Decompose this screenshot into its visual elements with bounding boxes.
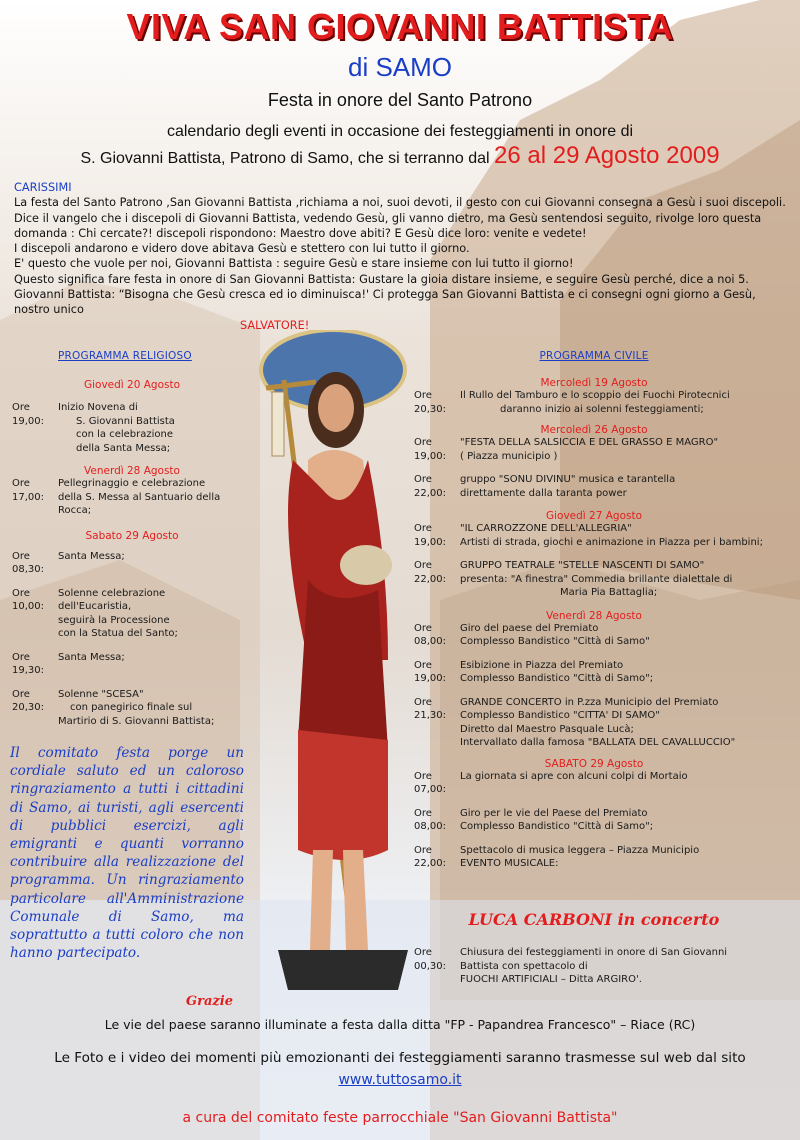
desc-line: Solenne celebrazione: [58, 587, 166, 599]
calendar-dates: 26 al 29 Agosto 2009: [494, 142, 720, 169]
desc-line: direttamente dalla taranta power: [460, 487, 627, 499]
page-subtitle: di SAMO: [347, 52, 453, 82]
entry-desc: [58, 550, 252, 577]
civile-day: Venerdì 28 Agosto: [546, 609, 642, 622]
entry-time: Ore 21,30:: [414, 696, 446, 721]
civile-entry: [414, 844, 774, 871]
desc-line: Giro per le vie del Paese del Premiato: [460, 807, 648, 819]
lights-credit: Le vie del paese saranno illuminate a festa dalla ditta "FP - Papandrea Francesco" – Riace (RC): [104, 1017, 696, 1032]
religioso-entry: [12, 401, 252, 455]
desc-line: GRUPPO TEATRALE "STELLE NASCENTI DI SAMO": [460, 560, 705, 571]
entry-time: Ore 10,00:: [12, 587, 44, 612]
desc-line: Maria Pia Battaglia;: [560, 587, 658, 598]
desc-line: Chiusura dei festeggiamenti in onore di San Giovanni: [460, 947, 728, 958]
desc-line: La giornata si apre con alcuni colpi di Mortaio: [460, 770, 688, 782]
desc-line: Rocca;: [58, 505, 92, 516]
entry-desc: [460, 844, 774, 871]
entry-time: Ore 08,30:: [12, 550, 44, 575]
entry-desc: [460, 659, 774, 686]
desc-line: Pellegrinaggio e celebrazione: [58, 478, 206, 489]
civile-day: Mercoledì 19 Agosto: [540, 377, 648, 389]
intro-paragraph: La festa del Santo Patrono ,San Giovanni Battista ,richiama a noi, suoi devoti, il gesto con cui Giovanni consegna a Gesù i suoi discepoli.: [14, 196, 786, 210]
website-link[interactable]: www.tuttosamo.it: [338, 1072, 462, 1088]
desc-line: Esibizione in Piazza del Premiato: [460, 659, 624, 671]
desc-line: Inizio Novena di: [58, 402, 138, 413]
desc-line: Complesso Bandistico "CITTA' DI SAMO": [460, 710, 660, 721]
civile-entry: [414, 696, 774, 750]
desc-line: FUOCHI ARTIFICIALI – Ditta ARGIRO'.: [460, 974, 642, 985]
intro-salvatore-line: [14, 318, 790, 333]
calendar-line-2: [0, 142, 800, 170]
entry-time: Ore 22,00:: [414, 474, 446, 499]
religioso-entry: [12, 477, 252, 518]
entry-time: Ore 19,00:: [12, 402, 44, 427]
religioso-entry: [12, 550, 252, 577]
salvatore-text: SALVATORE!: [240, 318, 310, 332]
entry-time: Ore 08,00:: [414, 622, 446, 647]
desc-line: Solenne "SCESA": [58, 688, 144, 700]
religioso-entry: [12, 587, 252, 641]
entry-desc: [460, 522, 774, 549]
religioso-entry: [12, 688, 252, 729]
entry-time: Ore 00,30:: [414, 947, 446, 972]
programma-religioso: [12, 344, 252, 728]
civile-entry: [414, 770, 774, 797]
desc-line: EVENTO MUSICALE:: [460, 858, 559, 869]
civile-entry: [414, 807, 774, 834]
entry-desc: [460, 696, 774, 750]
religioso-day: Venerdì 28 Agosto: [84, 465, 180, 477]
desc-line: S. Giovanni Battista: [76, 415, 175, 427]
entry-time: Ore 20,30:: [414, 390, 446, 415]
headline-concert: LUCA CARBONI in concerto: [468, 910, 720, 929]
desc-line: GRANDE CONCERTO in P.zza Municipio del Premiato: [460, 696, 719, 708]
festa-heading: Festa in onore del Santo Patrono: [267, 90, 533, 110]
civile-entry: [414, 473, 774, 500]
religioso-title: PROGRAMMA RELIGIOSO: [58, 350, 192, 362]
desc-line: con la Statua del Santo;: [58, 628, 178, 639]
intro-greeting: CARISSIMI: [14, 181, 72, 194]
programma-civile: [414, 344, 774, 871]
entry-time: Ore 19,00:: [414, 659, 446, 684]
desc-line: della S. Messa al Santuario della: [58, 491, 221, 503]
calendar-line-1: calendario degli eventi in occasione dei festeggiamenti in onore di: [166, 123, 634, 140]
civile-entry: [414, 559, 774, 600]
desc-line: Spettacolo di musica leggera – Piazza Municipio: [460, 844, 700, 856]
civile-title: PROGRAMMA CIVILE: [539, 350, 649, 362]
desc-line: daranno inizio ai solenni festeggiamenti;: [500, 403, 704, 415]
entry-time: Ore 22,00:: [414, 844, 446, 869]
intro-paragraph: Questo significa fare festa in onore di San Giovanni Battista: Gustare la gioia distare insieme, e seguire Gesù perché, dice a noi 5. Giovanni Battista: “Bisogna che Gesù cresca ed io diminuisca!' Ci protegga San Giovanni Battista e ci consegni ogni giorno a Gesù, nostro unico: [14, 272, 756, 317]
entry-desc: [460, 770, 774, 797]
desc-line: "IL CARROZZONE DELL'ALLEGRIA": [460, 523, 632, 534]
civile-entry: [414, 622, 774, 649]
page-title: VIVA SAN GIOVANNI BATTISTA: [126, 6, 674, 47]
desc-line: presenta: "A finestra" Commedia brillante dialettale di: [460, 573, 733, 585]
desc-line: Artisti di strada, giochi e animazione in Piazza per i bambini;: [460, 536, 763, 548]
desc-line: Il Rullo del Tamburo e lo scoppio dei Fuochi Pirotecnici: [460, 390, 730, 401]
civile-day: Mercoledì 26 Agosto: [540, 424, 648, 436]
desc-line: ( Piazza municipio ): [460, 450, 558, 462]
entry-desc: [460, 473, 774, 500]
civile-final-entry: [414, 946, 774, 987]
intro-paragraph: I discepoli andarono e videro dove abitava Gesù e stettero con lui tutto il giorno.: [14, 242, 470, 256]
desc-line: Santa Messa;: [58, 550, 125, 562]
entry-time: Ore 08,00:: [414, 807, 446, 832]
entry-desc: [460, 946, 774, 987]
desc-line: dell'Eucaristia,: [58, 601, 132, 612]
desc-line: Battista con spettacolo di: [460, 960, 588, 972]
religioso-day: Giovedì 20 Agosto: [83, 379, 181, 391]
civile-day: SABATO 29 Agosto: [544, 757, 644, 770]
entry-desc: [58, 651, 252, 678]
civile-entry: [414, 522, 774, 549]
entry-time: Ore 07,00:: [414, 770, 446, 795]
statue-san-giovanni-battista: [238, 330, 428, 1010]
entry-time: Ore 22,00:: [414, 560, 446, 585]
organizer-credit: a cura del comitato feste parrocchiale "San Giovanni Battista": [182, 1110, 618, 1126]
desc-line: della Santa Messa;: [76, 442, 171, 454]
entry-desc: [460, 807, 774, 834]
desc-line: Complesso Bandistico "Città di Samo";: [460, 673, 654, 684]
entry-time: Ore 17,00:: [12, 478, 44, 503]
civile-entry: [414, 436, 774, 463]
desc-line: Complesso Bandistico "Città di Samo": [460, 636, 650, 647]
entry-time: Ore 19,00:: [414, 437, 446, 462]
desc-line: Martirio di S. Giovanni Battista;: [58, 715, 215, 727]
entry-time: Ore 19,00:: [414, 523, 446, 548]
desc-line: Santa Messa;: [58, 651, 125, 663]
entry-desc: [58, 477, 252, 518]
desc-line: con panegirico finale sul: [70, 702, 193, 713]
entry-desc: [58, 401, 252, 455]
desc-line: Complesso Bandistico "Città di Samo";: [460, 821, 654, 832]
desc-line: con la celebrazione: [76, 429, 174, 440]
desc-line: Intervallato dalla famosa "BALLATA DEL CAVALLUCCIO": [460, 737, 736, 748]
entry-desc: [460, 389, 774, 416]
intro-paragraph: E' questo che vuole per noi, Giovanni Battista : seguire Gesù e stare insieme con lui tutto il giorno!: [14, 257, 574, 271]
entry-desc: [58, 688, 252, 729]
religioso-day: Sabato 29 Agosto: [85, 529, 179, 542]
religioso-entry: [12, 651, 252, 678]
civile-entry: [414, 659, 774, 686]
comitato-message: Il comitato festa porge un cordiale saluto ed un caloroso ringraziamento a tutti i cittadini di Samo, ai turisti, agli esercenti di pubblici esercizi, agli emigranti e quanti vorranno contribuire alla realizzazione del programma. Un ringraziamento particolare all'Amministrazione Comunale di Samo, ma soprattutto a tutti coloro che non hanno partecipato.: [10, 745, 244, 962]
intro-paragraph: Dice il vangelo che i discepoli di Giovanni Battista, vedendo Gesù, gli vanno dietro, ma Gesù sentendosi seguito, rivolge loro questa domanda : Chi cercate?! discepoli rispondono: Maestro dove abiti? E Gesù dice loro: venite e vedete!: [14, 211, 762, 240]
grazie-text: Grazie: [186, 994, 233, 1009]
entry-desc: [460, 436, 774, 463]
entry-time: Ore 19,30:: [12, 651, 44, 676]
desc-line: Diretto dal Maestro Pasquale Lucà;: [460, 723, 634, 735]
entry-desc: [58, 587, 252, 641]
foto-notice: Le Foto e i video dei momenti più emozionanti dei festeggiamenti saranno trasmesse sul web dal sito: [54, 1050, 746, 1066]
entry-time: Ore 20,30:: [12, 688, 44, 713]
civile-entry: [414, 389, 774, 416]
intro-letter: [14, 180, 790, 333]
desc-line: seguirà la Processione: [58, 614, 170, 626]
civile-day: Giovedì 27 Agosto: [545, 510, 643, 522]
entry-desc: [460, 622, 774, 649]
entry-desc: [460, 559, 774, 600]
calendar-line-2-text: S. Giovanni Battista, Patrono di Samo, che si terranno dal: [80, 150, 490, 167]
civile-entry: [414, 946, 774, 987]
desc-line: "FESTA DELLA SALSICCIA E DEL GRASSO E MAGRO": [460, 437, 719, 448]
desc-line: gruppo "SONU DIVINU" musica e tarantella: [460, 474, 676, 485]
desc-line: Giro del paese del Premiato: [460, 622, 599, 634]
